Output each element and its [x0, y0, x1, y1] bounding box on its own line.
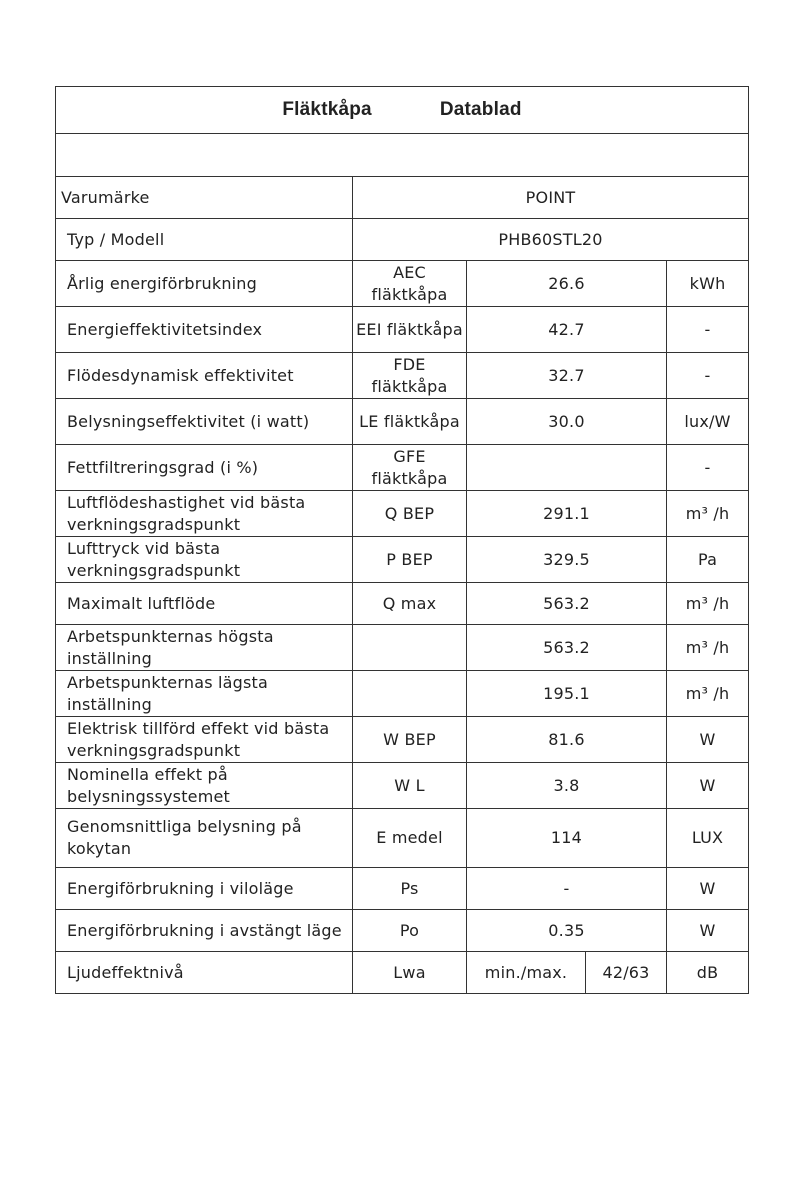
noise-sub-label: min./max. [467, 952, 586, 994]
table-row [56, 763, 749, 809]
table-row [56, 399, 749, 445]
row-symbol: GFE fläktkåpa [353, 445, 467, 491]
noise-unit: dB [667, 952, 749, 994]
row-value: 30.0 [467, 399, 667, 445]
row-symbol: W BEP [353, 717, 467, 763]
row-value: 563.2 [467, 625, 667, 671]
row-value: 26.6 [467, 261, 667, 307]
table-row [56, 910, 749, 952]
row-value: - [467, 868, 667, 910]
row-label: Fettfiltreringsgrad (i %) [56, 445, 353, 491]
table-row [56, 868, 749, 910]
table-row [56, 625, 749, 671]
noise-row [56, 952, 749, 994]
table-row [56, 671, 749, 717]
row-value: 563.2 [467, 583, 667, 625]
model-label: Typ / Modell [56, 219, 353, 261]
row-unit: W [667, 717, 749, 763]
table-row [56, 307, 749, 353]
row-value: 42.7 [467, 307, 667, 353]
row-symbol: W L [353, 763, 467, 809]
brand-value: POINT [353, 177, 749, 219]
noise-value: 42/63 [586, 952, 667, 994]
title-left: Fläktkåpa [282, 99, 372, 120]
row-value: 329.5 [467, 537, 667, 583]
title-row [56, 87, 749, 134]
title-cell [56, 87, 749, 134]
brand-row [56, 177, 749, 219]
row-unit: LUX [667, 809, 749, 868]
row-label: Luftflödeshastighet vid bästa verkningsgradspunkt [56, 491, 353, 537]
row-unit: m³ /h [667, 671, 749, 717]
row-unit: W [667, 910, 749, 952]
row-value: 195.1 [467, 671, 667, 717]
title-right: Datablad [439, 99, 522, 120]
table-row [56, 261, 749, 307]
row-label: Energieffektivitetsindex [56, 307, 353, 353]
row-symbol: Po [353, 910, 467, 952]
table-row [56, 445, 749, 491]
row-label: Belysningseffektivitet (i watt) [56, 399, 353, 445]
row-label: Energiförbrukning i avstängt läge [56, 910, 353, 952]
row-value: 32.7 [467, 353, 667, 399]
row-unit: lux/W [667, 399, 749, 445]
row-value: 3.8 [467, 763, 667, 809]
row-unit: W [667, 868, 749, 910]
row-unit: - [667, 353, 749, 399]
brand-label: Varumärke [56, 177, 353, 219]
row-unit: - [667, 445, 749, 491]
row-value [467, 445, 667, 491]
row-label: Nominella effekt på belysningssystemet [56, 763, 353, 809]
row-unit: - [667, 307, 749, 353]
row-unit: Pa [667, 537, 749, 583]
row-symbol [353, 671, 467, 717]
row-label: Genomsnittliga belysning på kokytan [56, 809, 353, 868]
row-symbol: AEC fläktkåpa [353, 261, 467, 307]
table-row [56, 491, 749, 537]
row-value: 81.6 [467, 717, 667, 763]
row-symbol: Q max [353, 583, 467, 625]
row-label: Flödesdynamisk effektivitet [56, 353, 353, 399]
table-row [56, 717, 749, 763]
row-label: Arbetspunkternas lägsta inställning [56, 671, 353, 717]
row-label: Maximalt luftflöde [56, 583, 353, 625]
row-label: Energiförbrukning i viloläge [56, 868, 353, 910]
row-symbol: EEI fläktkåpa [353, 307, 467, 353]
row-unit: m³ /h [667, 625, 749, 671]
row-symbol: FDE fläktkåpa [353, 353, 467, 399]
row-symbol: Q BEP [353, 491, 467, 537]
row-symbol: Ps [353, 868, 467, 910]
table-row [56, 809, 749, 868]
datasheet-table [55, 86, 749, 994]
blank-row [56, 134, 749, 177]
row-label: Arbetspunkternas högsta inställning [56, 625, 353, 671]
row-label: Elektrisk tillförd effekt vid bästa verkningsgradspunkt [56, 717, 353, 763]
row-label: Årlig energiförbrukning [56, 261, 353, 307]
table-row [56, 537, 749, 583]
datasheet [55, 86, 750, 994]
row-unit: m³ /h [667, 583, 749, 625]
noise-label: Ljudeffektnivå [56, 952, 353, 994]
row-symbol [353, 625, 467, 671]
table-row [56, 353, 749, 399]
row-value: 0.35 [467, 910, 667, 952]
row-symbol: E medel [353, 809, 467, 868]
row-symbol: LE fläktkåpa [353, 399, 467, 445]
model-value: PHB60STL20 [353, 219, 749, 261]
model-row [56, 219, 749, 261]
row-unit: W [667, 763, 749, 809]
row-value: 114 [467, 809, 667, 868]
row-value: 291.1 [467, 491, 667, 537]
row-unit: kWh [667, 261, 749, 307]
noise-symbol: Lwa [353, 952, 467, 994]
row-label: Lufttryck vid bästa verkningsgradspunkt [56, 537, 353, 583]
table-row [56, 583, 749, 625]
row-symbol: P BEP [353, 537, 467, 583]
row-unit: m³ /h [667, 491, 749, 537]
